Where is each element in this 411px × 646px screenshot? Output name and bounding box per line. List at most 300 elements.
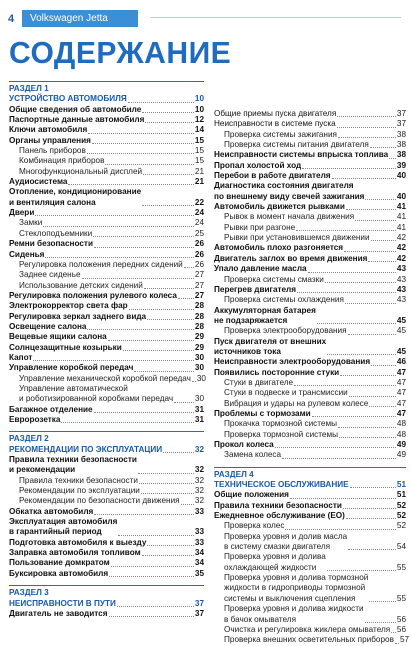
entry-page-number: 47	[396, 388, 406, 398]
toc-subentry[interactable]	[9, 281, 204, 291]
entry-title: Заправка автомобиля топливом	[9, 548, 141, 558]
toc-subentry[interactable]	[214, 223, 406, 233]
dot-leader	[370, 147, 396, 148]
entry-title: Вещевые ящики салона	[9, 332, 107, 342]
toc-subentry[interactable]	[9, 146, 204, 156]
dot-leader	[355, 220, 396, 221]
dot-leader	[181, 504, 194, 505]
entry-page-number: 28	[194, 321, 204, 331]
dot-leader	[312, 416, 396, 417]
entry-page-number: 12	[194, 115, 204, 125]
entry-page-number: 30	[196, 373, 206, 383]
dot-leader	[349, 396, 396, 397]
entry-page-number: 42	[396, 233, 406, 243]
entry-page-number: 38	[396, 129, 406, 139]
entry-title: Проверка системы охлаждения	[224, 295, 344, 305]
entry-title: Правила техники безопасности и рекомендации	[9, 455, 137, 475]
toc-entry[interactable]	[9, 250, 204, 260]
entry-page-number: 32	[194, 475, 204, 485]
entry-title: Ежедневное обслуживание (ЕО)	[214, 511, 345, 521]
dot-leader	[339, 437, 396, 438]
entry-page-number: 41	[396, 212, 406, 222]
entry-page-number: 22	[194, 197, 204, 207]
toc-subentry[interactable]	[214, 233, 406, 243]
toc-subentry[interactable]	[9, 260, 204, 270]
entry-title: Ключи автомобиля	[9, 125, 88, 135]
dot-leader	[61, 422, 193, 423]
entry-page-number: 26	[194, 259, 204, 269]
entry-page-number: 32	[194, 496, 204, 506]
section-title[interactable]	[9, 599, 204, 609]
entry-page-number: 56	[396, 614, 406, 624]
entry-page-number: 21	[194, 177, 204, 187]
entry-page-number: 49	[396, 440, 406, 449]
entry-title: Стуки в двигателе	[224, 377, 294, 387]
entry-title: Пользование домкратом	[9, 558, 110, 568]
toc-entry[interactable]	[214, 264, 406, 274]
toc-subentry[interactable]	[214, 119, 406, 129]
entry-title: Капот	[9, 352, 33, 362]
entry-title: Общие приемы пуска двигателя	[214, 109, 337, 118]
dot-leader	[338, 137, 396, 138]
dot-leader	[346, 518, 396, 519]
toc-entry[interactable]	[9, 569, 204, 579]
toc-subentry[interactable]	[214, 625, 406, 635]
toc-subentry[interactable]	[214, 521, 406, 531]
entry-title: Органы управления	[9, 135, 91, 145]
dot-leader	[93, 236, 194, 237]
dot-leader	[35, 215, 194, 216]
entry-title: Проблемы с тормозами	[214, 408, 311, 418]
entry-title: Проверка системы смазки	[224, 274, 324, 284]
toc-entry[interactable]	[9, 332, 204, 342]
entry-title: Рывок в момент начала движения	[224, 212, 355, 222]
toc-entry[interactable]	[9, 208, 204, 218]
dot-leader	[147, 319, 194, 320]
toc-left-column	[9, 81, 204, 619]
toc-entry[interactable]	[214, 181, 406, 202]
entry-title: Проверка тормозной системы	[224, 429, 338, 439]
section-label: РАЗДЕЛ 2	[9, 434, 49, 444]
entry-page-number: 28	[194, 311, 204, 321]
entry-page-number: 33	[194, 506, 204, 516]
dot-leader	[337, 127, 396, 128]
entry-title: Рывки при установившемся движении	[224, 233, 370, 243]
entry-page-number: 47	[396, 377, 406, 387]
section-label: РАЗДЕЛ 3	[9, 588, 49, 598]
toc-entry[interactable]	[9, 301, 204, 311]
entry-title: Автомобиль плохо разгоняется	[214, 243, 344, 253]
dot-leader	[337, 116, 396, 117]
entry-title: Регулировка зеркал заднего вида	[9, 311, 147, 321]
entry-title: Замки	[19, 218, 43, 228]
entry-title: Диагностика состояния двигателя по внешнему виду свечей зажигания	[214, 181, 365, 201]
dot-leader	[348, 334, 396, 335]
toc-subentry[interactable]	[214, 532, 406, 553]
dot-leader	[327, 354, 396, 355]
entry-title: Проверка уровня и долива охлаждающей жидкости	[224, 552, 326, 572]
entry-title: Стуки в подвеске и трансмиссии	[224, 388, 348, 398]
entry-page-number: 43	[396, 284, 406, 294]
entry-page-number: 57	[399, 635, 410, 645]
dot-leader	[350, 487, 396, 488]
entry-page-number: 25	[194, 228, 204, 238]
section-title[interactable]	[214, 480, 406, 490]
entry-page-number: 46	[396, 357, 406, 367]
entry-title: Паспортные данные автомобиля	[9, 115, 145, 125]
entry-title: Проверка уровня и долив масла в систему смазки двигателя	[224, 531, 348, 552]
dot-leader	[145, 122, 194, 123]
entry-page-number: 42	[396, 243, 406, 253]
dot-leader	[111, 566, 194, 567]
toc-entry[interactable]	[214, 161, 406, 171]
dot-leader	[327, 570, 396, 571]
entry-page-number: 43	[396, 295, 406, 305]
entry-title: Правила техники безопасности	[19, 475, 138, 485]
entry-title: Багажное отделение	[9, 404, 93, 414]
entry-page-number: 49	[396, 450, 406, 460]
toc-subentry[interactable]	[9, 218, 204, 228]
entry-page-number: 55	[396, 593, 406, 603]
toc-entry[interactable]	[9, 405, 204, 415]
dot-leader	[92, 143, 194, 144]
entry-title: Проверка уровня и долива тормозной жидкости в гидроприводы тормозной системы и выключения сцепления	[224, 573, 369, 603]
section-title[interactable]	[9, 94, 204, 104]
toc-subentry[interactable]	[214, 140, 406, 150]
entry-title: Проверка внешних осветительных приборов	[224, 635, 394, 645]
toc-entry[interactable]	[214, 243, 406, 253]
dot-leader	[184, 267, 194, 268]
toc-entry[interactable]	[214, 254, 406, 264]
entry-page-number: 31	[194, 404, 204, 414]
entry-title: Проверка системы зажигания	[224, 129, 337, 139]
dot-leader	[285, 529, 395, 530]
header-model-label: Volkswagen Jetta	[22, 10, 138, 27]
entry-page-number: 30	[194, 352, 204, 362]
toc-entry[interactable]	[9, 125, 204, 135]
toc-entry[interactable]	[9, 187, 204, 208]
entry-title: Ремни безопасности	[9, 239, 93, 249]
entry-page-number: 29	[194, 332, 204, 342]
entry-title: Неисправности электрооборудования	[214, 357, 371, 367]
toc-right-column	[214, 109, 410, 646]
entry-page-number: 43	[396, 264, 406, 274]
dot-leader	[129, 309, 194, 310]
toc-entry[interactable]	[9, 291, 204, 301]
entry-page-number: 47	[396, 408, 406, 418]
toc-subentry[interactable]	[214, 604, 406, 625]
dot-leader	[139, 483, 194, 484]
entry-page-number: 55	[396, 562, 406, 572]
toc-subentry[interactable]	[214, 326, 406, 336]
dot-leader	[391, 632, 396, 633]
dot-leader	[348, 549, 396, 550]
dot-leader	[294, 385, 396, 386]
toc-subentry[interactable]	[214, 378, 406, 388]
entry-page-number: 10	[194, 104, 204, 114]
entry-page-number: 37	[194, 598, 204, 608]
dot-leader	[88, 133, 194, 134]
entry-title: Комбинация приборов	[19, 156, 105, 166]
toc-entry[interactable]	[214, 285, 406, 295]
entry-page-number: 32	[194, 444, 204, 454]
dot-leader	[128, 102, 194, 103]
dot-leader	[142, 555, 194, 556]
entry-title: Буксировка автомобиля	[9, 568, 109, 578]
toc-subentry[interactable]	[214, 275, 406, 285]
dot-leader	[82, 278, 194, 279]
toc-entry[interactable]	[9, 105, 204, 115]
entry-page-number: 31	[194, 415, 204, 424]
toc-entry[interactable]	[9, 239, 204, 249]
dot-leader	[308, 272, 396, 273]
entry-page-number: 14	[194, 125, 204, 135]
dot-leader	[192, 381, 196, 382]
section-header	[214, 467, 406, 480]
entry-title: РЕКОМЕНДАЦИИ ПО ЭКСПЛУАТАЦИИ	[9, 444, 163, 454]
entry-page-number: 26	[194, 239, 204, 249]
entry-page-number: 51	[396, 480, 406, 490]
dot-leader	[345, 303, 396, 304]
section-label: РАЗДЕЛ 4	[214, 469, 254, 479]
toc-subentry[interactable]	[214, 430, 406, 440]
entry-page-number: 37	[194, 608, 204, 618]
toc-entry[interactable]	[9, 115, 204, 125]
toc-entry[interactable]	[9, 558, 204, 568]
dot-leader	[109, 576, 194, 577]
toc-entry[interactable]	[9, 343, 204, 353]
toc-entry[interactable]	[214, 490, 406, 500]
dot-leader	[87, 153, 194, 154]
entry-page-number: 30	[194, 394, 204, 404]
entry-title: Подготовка автомобиля к выезду	[9, 537, 147, 547]
toc-entry[interactable]	[214, 150, 406, 160]
entry-title: Стеклоподъемники	[19, 228, 93, 238]
dot-leader	[389, 158, 396, 159]
toc-entry[interactable]	[9, 538, 204, 548]
dot-leader	[144, 288, 194, 289]
entry-page-number: 45	[396, 346, 406, 356]
dot-leader	[343, 508, 396, 509]
entry-page-number: 15	[194, 156, 204, 166]
toc-entry[interactable]	[214, 511, 406, 521]
dot-leader	[344, 251, 396, 252]
dot-leader	[290, 498, 396, 499]
entry-page-number: 32	[194, 486, 204, 496]
dot-leader	[143, 174, 194, 175]
entry-page-number: 52	[396, 521, 406, 531]
toc-entry[interactable]	[214, 357, 406, 367]
entry-title: Эксплуатация автомобиля в гарантийный период	[9, 517, 118, 537]
entry-page-number: 48	[396, 429, 406, 439]
entry-title: Многофункциональный дисплей	[19, 166, 143, 176]
dot-leader	[368, 261, 395, 262]
dot-leader	[365, 622, 396, 623]
entry-page-number: 52	[396, 511, 406, 521]
entry-title: Рекомендации по безопасности движения	[19, 496, 180, 506]
entry-title: Освещение салона	[9, 321, 87, 331]
entry-page-number: 45	[396, 326, 406, 336]
dot-leader	[134, 371, 194, 372]
entry-title: Управление механической коробкой передач	[19, 373, 191, 383]
dot-leader	[332, 178, 396, 179]
entry-page-number: 30	[194, 363, 204, 373]
entry-page-number: 48	[396, 419, 406, 429]
entry-title: Управление коробкой передач	[9, 363, 134, 373]
entry-page-number: 42	[396, 253, 406, 263]
entry-title: Электрокорректор света фар	[9, 301, 128, 311]
dot-leader	[94, 412, 194, 413]
running-header	[0, 10, 138, 27]
page-title: СОДЕРЖАНИЕ	[9, 35, 232, 70]
toc-subentry[interactable]	[9, 486, 204, 496]
entry-page-number: 43	[396, 274, 406, 284]
toc-entry[interactable]	[214, 306, 406, 327]
dot-leader	[108, 340, 194, 341]
entry-title: НЕИСПРАВНОСТИ В ПУТИ	[9, 598, 116, 608]
toc-subentry[interactable]	[9, 229, 204, 239]
toc-subentry[interactable]	[9, 156, 204, 166]
entry-page-number: 21	[194, 166, 204, 176]
toc-entry[interactable]	[9, 415, 204, 425]
entry-page-number: 34	[194, 548, 204, 558]
entry-page-number: 32	[194, 465, 204, 475]
dot-leader	[369, 406, 396, 407]
entry-page-number: 15	[194, 135, 204, 145]
toc-subentry[interactable]	[214, 109, 406, 119]
toc-subentry[interactable]	[9, 384, 204, 405]
entry-page-number: 24	[194, 208, 204, 218]
toc-subentry[interactable]	[214, 573, 406, 604]
entry-page-number: 47	[396, 367, 406, 377]
toc-entry[interactable]	[214, 368, 406, 378]
section-title[interactable]	[9, 445, 204, 455]
entry-title: Упало давление масла	[214, 264, 307, 274]
entry-title: Двери	[9, 208, 35, 218]
toc-subentry[interactable]	[214, 295, 406, 305]
toc-subentry[interactable]	[214, 552, 406, 573]
entry-title: Перегрев двигателя	[214, 284, 297, 294]
toc-subentry[interactable]	[9, 496, 204, 506]
entry-page-number: 52	[396, 500, 406, 510]
entry-page-number: 40	[396, 171, 406, 181]
dot-leader	[123, 350, 194, 351]
toc-entry[interactable]	[9, 507, 204, 517]
toc-entry[interactable]	[9, 322, 204, 332]
toc-subentry[interactable]	[214, 635, 410, 645]
toc-entry[interactable]	[9, 177, 204, 187]
toc-subentry[interactable]	[214, 212, 406, 222]
entry-title: Евророзетка	[9, 415, 61, 424]
entry-title: Проверка колес	[224, 521, 285, 531]
toc-subentry[interactable]	[214, 388, 406, 398]
entry-title: Панель приборов	[19, 146, 86, 156]
toc-entry[interactable]	[9, 548, 204, 558]
toc-subentry[interactable]	[214, 130, 406, 140]
entry-page-number: 26	[194, 249, 204, 259]
page-number: 4	[0, 10, 22, 27]
dot-leader	[33, 360, 193, 361]
entry-title: Солнцезащитные козырьки	[9, 342, 122, 352]
entry-title: Перебои в работе двигателя	[214, 171, 331, 181]
toc-subentry[interactable]	[9, 476, 204, 486]
entry-title: Заднее сиденье	[19, 270, 81, 280]
entry-title: Проверка электрооборудования	[224, 326, 347, 336]
toc-entry[interactable]	[214, 337, 406, 358]
toc-entry[interactable]	[9, 353, 204, 363]
entry-title: Автомобиль движется рывками	[214, 202, 345, 212]
dot-leader	[302, 168, 396, 169]
toc-entry[interactable]	[9, 455, 204, 476]
toc-subentry[interactable]	[214, 450, 406, 460]
toc-entry[interactable]	[214, 440, 406, 450]
entry-page-number: 41	[396, 202, 406, 212]
entry-title: Общие сведения об автомобиле	[9, 104, 142, 114]
entry-title: Регулировка положения передних сидений	[19, 259, 183, 269]
toc-entry[interactable]	[9, 363, 204, 373]
entry-page-number: 10	[194, 94, 204, 104]
dot-leader	[340, 375, 396, 376]
entry-title: Аудиосистема	[9, 177, 68, 187]
toc-entry[interactable]	[9, 312, 204, 322]
dot-leader	[141, 493, 194, 494]
toc-subentry[interactable]	[9, 374, 204, 384]
toc-entry[interactable]	[214, 501, 406, 511]
toc-entry[interactable]	[9, 517, 204, 538]
toc-entry[interactable]	[214, 171, 406, 181]
entry-title: Общие положения	[214, 490, 289, 500]
toc-subentry[interactable]	[214, 419, 406, 429]
entry-title: Отопление, кондиционирование и вентиляция салона	[9, 187, 142, 207]
entry-title: Появились посторонние стуки	[214, 367, 340, 377]
dot-leader	[118, 535, 194, 536]
entry-title: Аккумуляторная батарея не подзаряжается	[214, 305, 316, 325]
entry-title: Двигатель не заводится	[9, 608, 108, 618]
dot-leader	[68, 184, 193, 185]
dot-leader	[338, 427, 396, 428]
dot-leader	[365, 199, 395, 200]
entry-title: Очистка и регулировка жиклера омывателя	[224, 624, 391, 634]
entry-title: Управление автоматической и роботизированной коробками передач	[19, 383, 174, 404]
dot-leader	[297, 292, 396, 293]
dot-leader	[174, 402, 194, 403]
toc-entry[interactable]	[9, 609, 204, 619]
entry-title: Прокол колеса	[214, 440, 274, 449]
entry-title: УСТРОЙСТВО АВТОМОБИЛЯ	[9, 94, 127, 104]
entry-page-number: 47	[396, 398, 406, 408]
entry-page-number: 15	[194, 146, 204, 156]
entry-page-number: 39	[396, 160, 406, 170]
entry-page-number: 45	[396, 315, 406, 325]
entry-page-number: 35	[194, 568, 204, 578]
entry-page-number: 38	[396, 150, 406, 160]
entry-title: Пуск двигателя от внешних источников тока	[214, 336, 327, 356]
dot-leader	[105, 164, 193, 165]
entry-title: Неисправности в системе пуска	[214, 119, 336, 129]
section-label: РАЗДЕЛ 1	[9, 84, 49, 93]
entry-page-number: 27	[194, 280, 204, 290]
entry-title: Сиденья	[9, 249, 45, 259]
toc-subentry[interactable]	[9, 270, 204, 280]
dot-leader	[369, 601, 396, 602]
toc-entry[interactable]	[214, 409, 406, 419]
toc-entry[interactable]	[9, 136, 204, 146]
entry-title: ТЕХНИЧЕСКОЕ ОБСЛУЖИВАНИЕ	[214, 480, 349, 490]
toc-subentry[interactable]	[214, 399, 406, 409]
toc-subentry[interactable]	[9, 167, 204, 177]
entry-page-number: 33	[194, 527, 204, 537]
toc-entry[interactable]	[214, 202, 406, 212]
